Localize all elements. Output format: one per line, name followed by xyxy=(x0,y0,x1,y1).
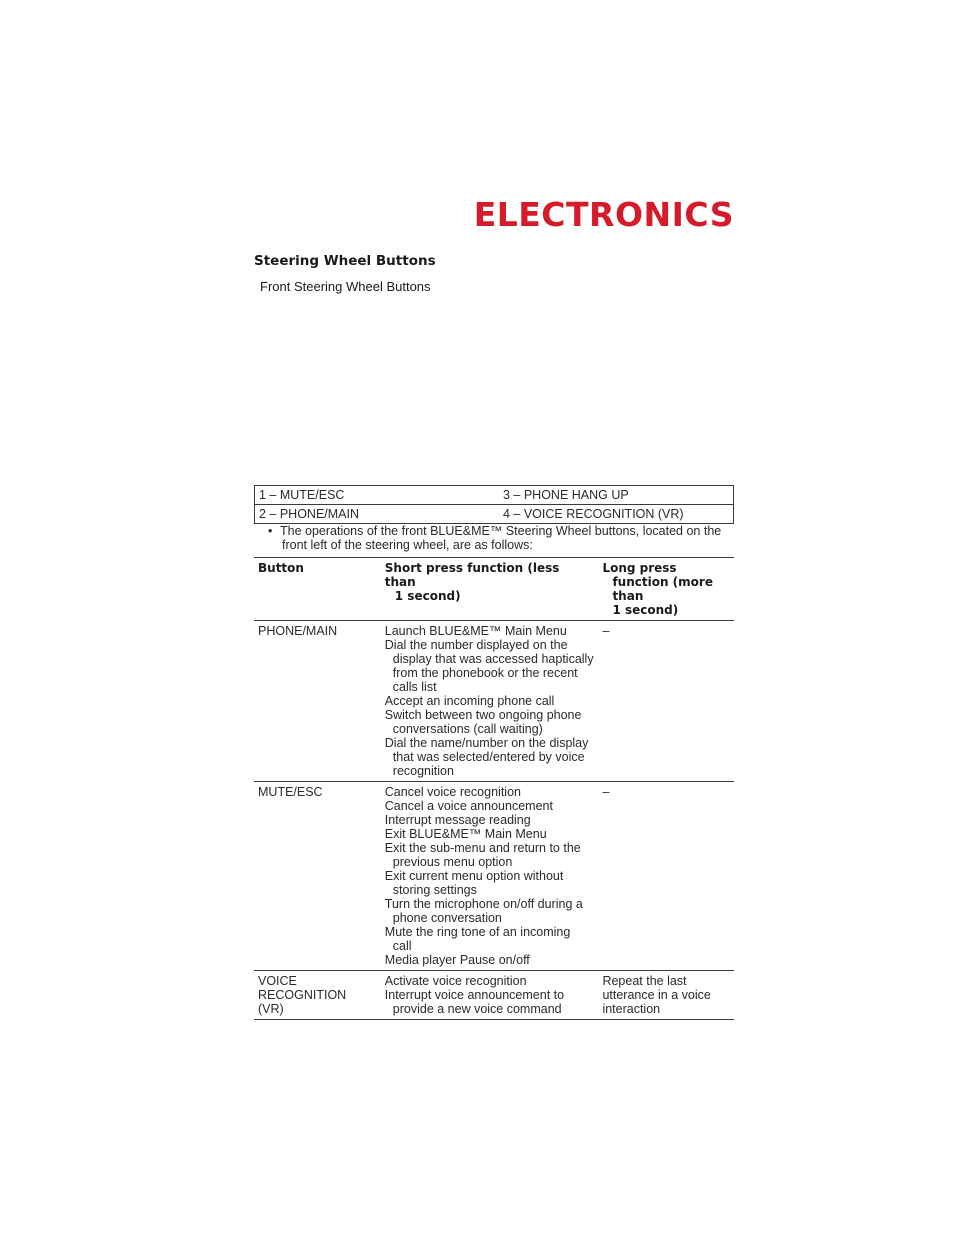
header-long-press xyxy=(598,558,734,621)
cell-line: provide a new voice command xyxy=(392,1002,562,1016)
cell-line: previous menu option xyxy=(392,855,513,869)
cell-line: utterance in a voice xyxy=(602,988,711,1002)
legend-row xyxy=(255,486,734,505)
cell-line: Activate voice recognition xyxy=(384,974,527,988)
cell-line: VOICE RECOGNITION xyxy=(258,974,347,1002)
cell-line: that was selected/entered by voice xyxy=(392,750,585,764)
cell-line: (VR) xyxy=(258,1002,284,1016)
cell-long-press xyxy=(598,782,734,971)
button-function-table xyxy=(254,557,734,1020)
legend-cell: 2 – PHONE/MAIN xyxy=(255,505,500,524)
cell-button xyxy=(254,782,381,971)
cell-line: Exit the sub-menu and return to the xyxy=(384,841,581,855)
cell-line: – xyxy=(602,624,610,638)
cell-line: storing settings xyxy=(392,883,477,897)
legend-row xyxy=(255,505,734,524)
cell-line: Turn the microphone on/off during a xyxy=(384,897,583,911)
cell-line: Cancel voice recognition xyxy=(384,785,521,799)
bullet-line: The operations of the front BLUE&ME™ Steering Wheel buttons, located on the xyxy=(280,524,722,538)
header-text: Long press xyxy=(602,561,677,575)
header-button xyxy=(254,558,381,621)
cell-short-press xyxy=(381,971,599,1020)
cell-line: Repeat the last xyxy=(602,974,687,988)
cell-line: Interrupt message reading xyxy=(384,813,531,827)
page-heading: Steering Wheel Buttons xyxy=(254,253,436,269)
cell-long-press xyxy=(598,971,734,1020)
cell-line: Switch between two ongoing phone xyxy=(384,708,582,722)
cell-line: calls list xyxy=(392,680,437,694)
cell-line: recognition xyxy=(392,764,454,778)
cell-line: Exit current menu option without xyxy=(384,869,564,883)
cell-short-press xyxy=(381,621,599,782)
cell-line: MUTE/ESC xyxy=(258,785,323,799)
cell-line: PHONE/MAIN xyxy=(258,624,338,638)
cell-line: Cancel a voice announcement xyxy=(384,799,553,813)
cell-line: Accept an incoming phone call xyxy=(384,694,555,708)
figure-caption: Front Steering Wheel Buttons xyxy=(260,279,431,294)
header-text: 1 second) xyxy=(612,603,679,617)
table-header-row xyxy=(254,558,734,621)
cell-line: conversations (call waiting) xyxy=(392,722,543,736)
table-row xyxy=(254,782,734,971)
cell-line: display that was accessed haptically xyxy=(392,652,594,666)
cell-line: Dial the number displayed on the xyxy=(384,638,568,652)
cell-line: Interrupt voice announcement to xyxy=(384,988,565,1002)
cell-line: Mute the ring tone of an incoming xyxy=(384,925,571,939)
header-short-press xyxy=(381,558,599,621)
table-row xyxy=(254,621,734,782)
cell-button xyxy=(254,621,381,782)
cell-long-press xyxy=(598,621,734,782)
cell-line: from the phonebook or the recent xyxy=(392,666,578,680)
header-text: Button xyxy=(258,561,304,575)
cell-line: Dial the name/number on the display xyxy=(384,736,589,750)
cell-line: Media player Pause on/off xyxy=(384,953,530,967)
section-title: ELECTRONICS xyxy=(473,195,734,234)
bullet-icon: • xyxy=(268,524,273,538)
cell-line: – xyxy=(602,785,610,799)
cell-line: phone conversation xyxy=(392,911,502,925)
legend-cell: 1 – MUTE/ESC xyxy=(255,486,500,505)
cell-line: call xyxy=(392,939,412,953)
bullet-line: front left of the steering wheel, are as follows: xyxy=(282,538,533,552)
cell-short-press xyxy=(381,782,599,971)
button-key-legend xyxy=(254,485,734,524)
bullet-note xyxy=(268,524,740,552)
cell-line: interaction xyxy=(602,1002,661,1016)
cell-line: Launch BLUE&ME™ Main Menu xyxy=(384,624,567,638)
header-text: function (more than xyxy=(612,575,713,603)
cell-button xyxy=(254,971,381,1020)
legend-cell: 3 – PHONE HANG UP xyxy=(499,486,734,505)
cell-line: Exit BLUE&ME™ Main Menu xyxy=(384,827,547,841)
header-text: 1 second) xyxy=(394,589,461,603)
legend-cell: 4 – VOICE RECOGNITION (VR) xyxy=(499,505,734,524)
table-row xyxy=(254,971,734,1020)
header-text: Short press function (less than xyxy=(384,561,560,589)
